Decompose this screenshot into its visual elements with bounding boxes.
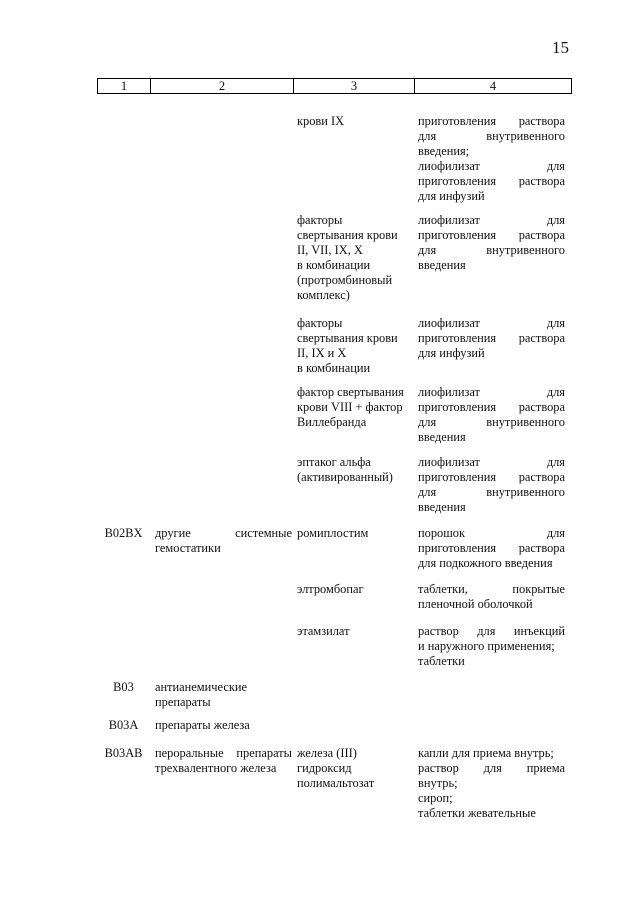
column-header-1: 1 [97,79,150,93]
word: для [477,624,496,638]
column-header-4: 4 [414,79,572,93]
word: раствора [518,114,565,128]
word: внутривенного [486,415,565,429]
drug-line: ромиплостим [297,526,369,540]
word: для [546,159,565,173]
drug-line: (активированный) [297,470,393,484]
group-line: антианемические [155,680,247,694]
form-line: введения; [418,144,470,158]
dosage-form [418,582,565,612]
word: приготовления [418,174,497,188]
word: приготовления [418,470,497,484]
drug-name [297,213,414,303]
word: для [418,243,437,257]
form-line [418,159,565,174]
word: покрытые [512,582,565,596]
word: инъекций [513,624,565,638]
drug-line: II, VII, IX, X [297,243,363,257]
word: раствора [518,228,565,242]
form-line: для подкожного введения [418,556,553,570]
form-line [418,174,565,189]
word: системные [235,526,292,540]
drug-name [297,624,414,639]
dosage-form [418,114,565,204]
form-line [418,415,565,430]
word: лиофилизат [418,213,480,227]
form-line [418,228,565,243]
drug-name [297,526,414,541]
group-line [155,526,292,541]
drug-line: (протромбиновый [297,273,393,287]
form-line: для инфузий [418,346,485,360]
form-line [418,485,565,500]
drug-line: факторы [297,316,343,330]
form-line [418,400,565,415]
form-line: введения [418,258,466,272]
word: таблетки, [418,582,468,596]
drug-line: Виллебранда [297,415,367,429]
form-line: сироп; [418,791,453,805]
word: раствора [518,174,565,188]
word: для [418,129,437,143]
form-line: капли для приема внутрь; [418,746,554,760]
drug-line: эптаког альфа [297,455,371,469]
word: приготовления [418,114,497,128]
group-name [155,680,292,710]
form-line [418,213,565,228]
form-line [418,316,565,331]
form-line [418,470,565,485]
drug-line: в комбинации [297,361,371,375]
group-line: препараты железа [155,718,250,732]
page-number: 15 [552,38,569,57]
form-line [418,129,565,144]
form-line [418,761,565,776]
word: пероральные [155,746,224,760]
form-line: введения [418,500,466,514]
drug-line: полимальтозат [297,776,375,790]
dosage-form [418,316,565,361]
form-line [418,541,565,556]
drug-name [297,582,414,597]
drug-name [297,114,414,129]
word: для [546,213,565,227]
drug-name [297,385,414,430]
dosage-form [418,455,565,515]
word: порошок [418,526,465,540]
word: лиофилизат [418,159,480,173]
drug-line: свертывания крови [297,331,398,345]
form-line: таблетки жевательные [418,806,536,820]
group-name [155,526,292,556]
word: приготовления [418,331,497,345]
form-line [418,331,565,346]
word: приготовления [418,400,497,414]
drug-line: II, IX и X [297,346,347,360]
word: приготовления [418,228,497,242]
word: лиофилизат [418,455,480,469]
word: для [418,415,437,429]
word: для [546,316,565,330]
dosage-form [418,624,565,669]
drug-line: фактор свертывания [297,385,404,399]
word: внутривенного [486,485,565,499]
group-name [155,718,292,733]
form-line: для инфузий [418,189,485,203]
word: для [418,485,437,499]
form-line [418,582,565,597]
form-line [418,455,565,470]
column-header-3: 3 [293,79,414,93]
group-line: трехвалентного железа [155,761,277,775]
drug-line: свертывания крови [297,228,398,242]
word: приготовления [418,541,497,555]
form-line [418,114,565,129]
word: для [546,526,565,540]
group-line: гемостатики [155,541,221,555]
word: раствор [418,624,459,638]
form-line [418,385,565,400]
word: раствора [518,470,565,484]
drug-name [297,455,414,485]
dosage-form [418,385,565,445]
word: для [546,455,565,469]
drug-line: в комбинации [297,258,371,272]
drug-name [297,316,414,376]
form-line: внутрь; [418,776,458,790]
form-line [418,526,565,541]
form-line: введения [418,430,466,444]
atc-code: B03 [113,680,134,694]
atc-code: B02BX [104,526,143,540]
drug-line: элтромбопаг [297,582,364,596]
word: приема [526,761,565,775]
word: другие [155,526,191,540]
word: для [483,761,502,775]
word: раствор [418,761,459,775]
group-name [155,746,292,776]
word: лиофилизат [418,316,480,330]
word: внутривенного [486,243,565,257]
form-line: пленочной оболочкой [418,597,533,611]
column-header-2: 2 [150,79,293,93]
drug-line: этамзилат [297,624,350,638]
drug-line: факторы [297,213,343,227]
word: раствора [518,400,565,414]
drug-line: железа (III) [297,746,357,760]
table-header [97,78,572,94]
word: препараты [236,746,292,760]
dosage-form [418,213,565,273]
atc-code: B03A [108,718,139,732]
group-line [155,746,292,761]
word: внутривенного [486,129,565,143]
atc-code: B03AB [104,746,143,760]
form-line: и наружного применения; [418,639,555,653]
word: для [546,385,565,399]
group-line: препараты [155,695,211,709]
form-line [418,624,565,639]
drug-name [297,746,414,791]
word: лиофилизат [418,385,480,399]
dosage-form [418,746,565,821]
drug-line: комплекс) [297,288,350,302]
form-line: таблетки [418,654,465,668]
drug-line: гидроксид [297,761,352,775]
word: раствора [518,541,565,555]
drug-line: крови IX [297,114,345,128]
word: раствора [518,331,565,345]
drug-line: крови VIII + фактор [297,400,403,414]
dosage-form [418,526,565,571]
form-line [418,243,565,258]
